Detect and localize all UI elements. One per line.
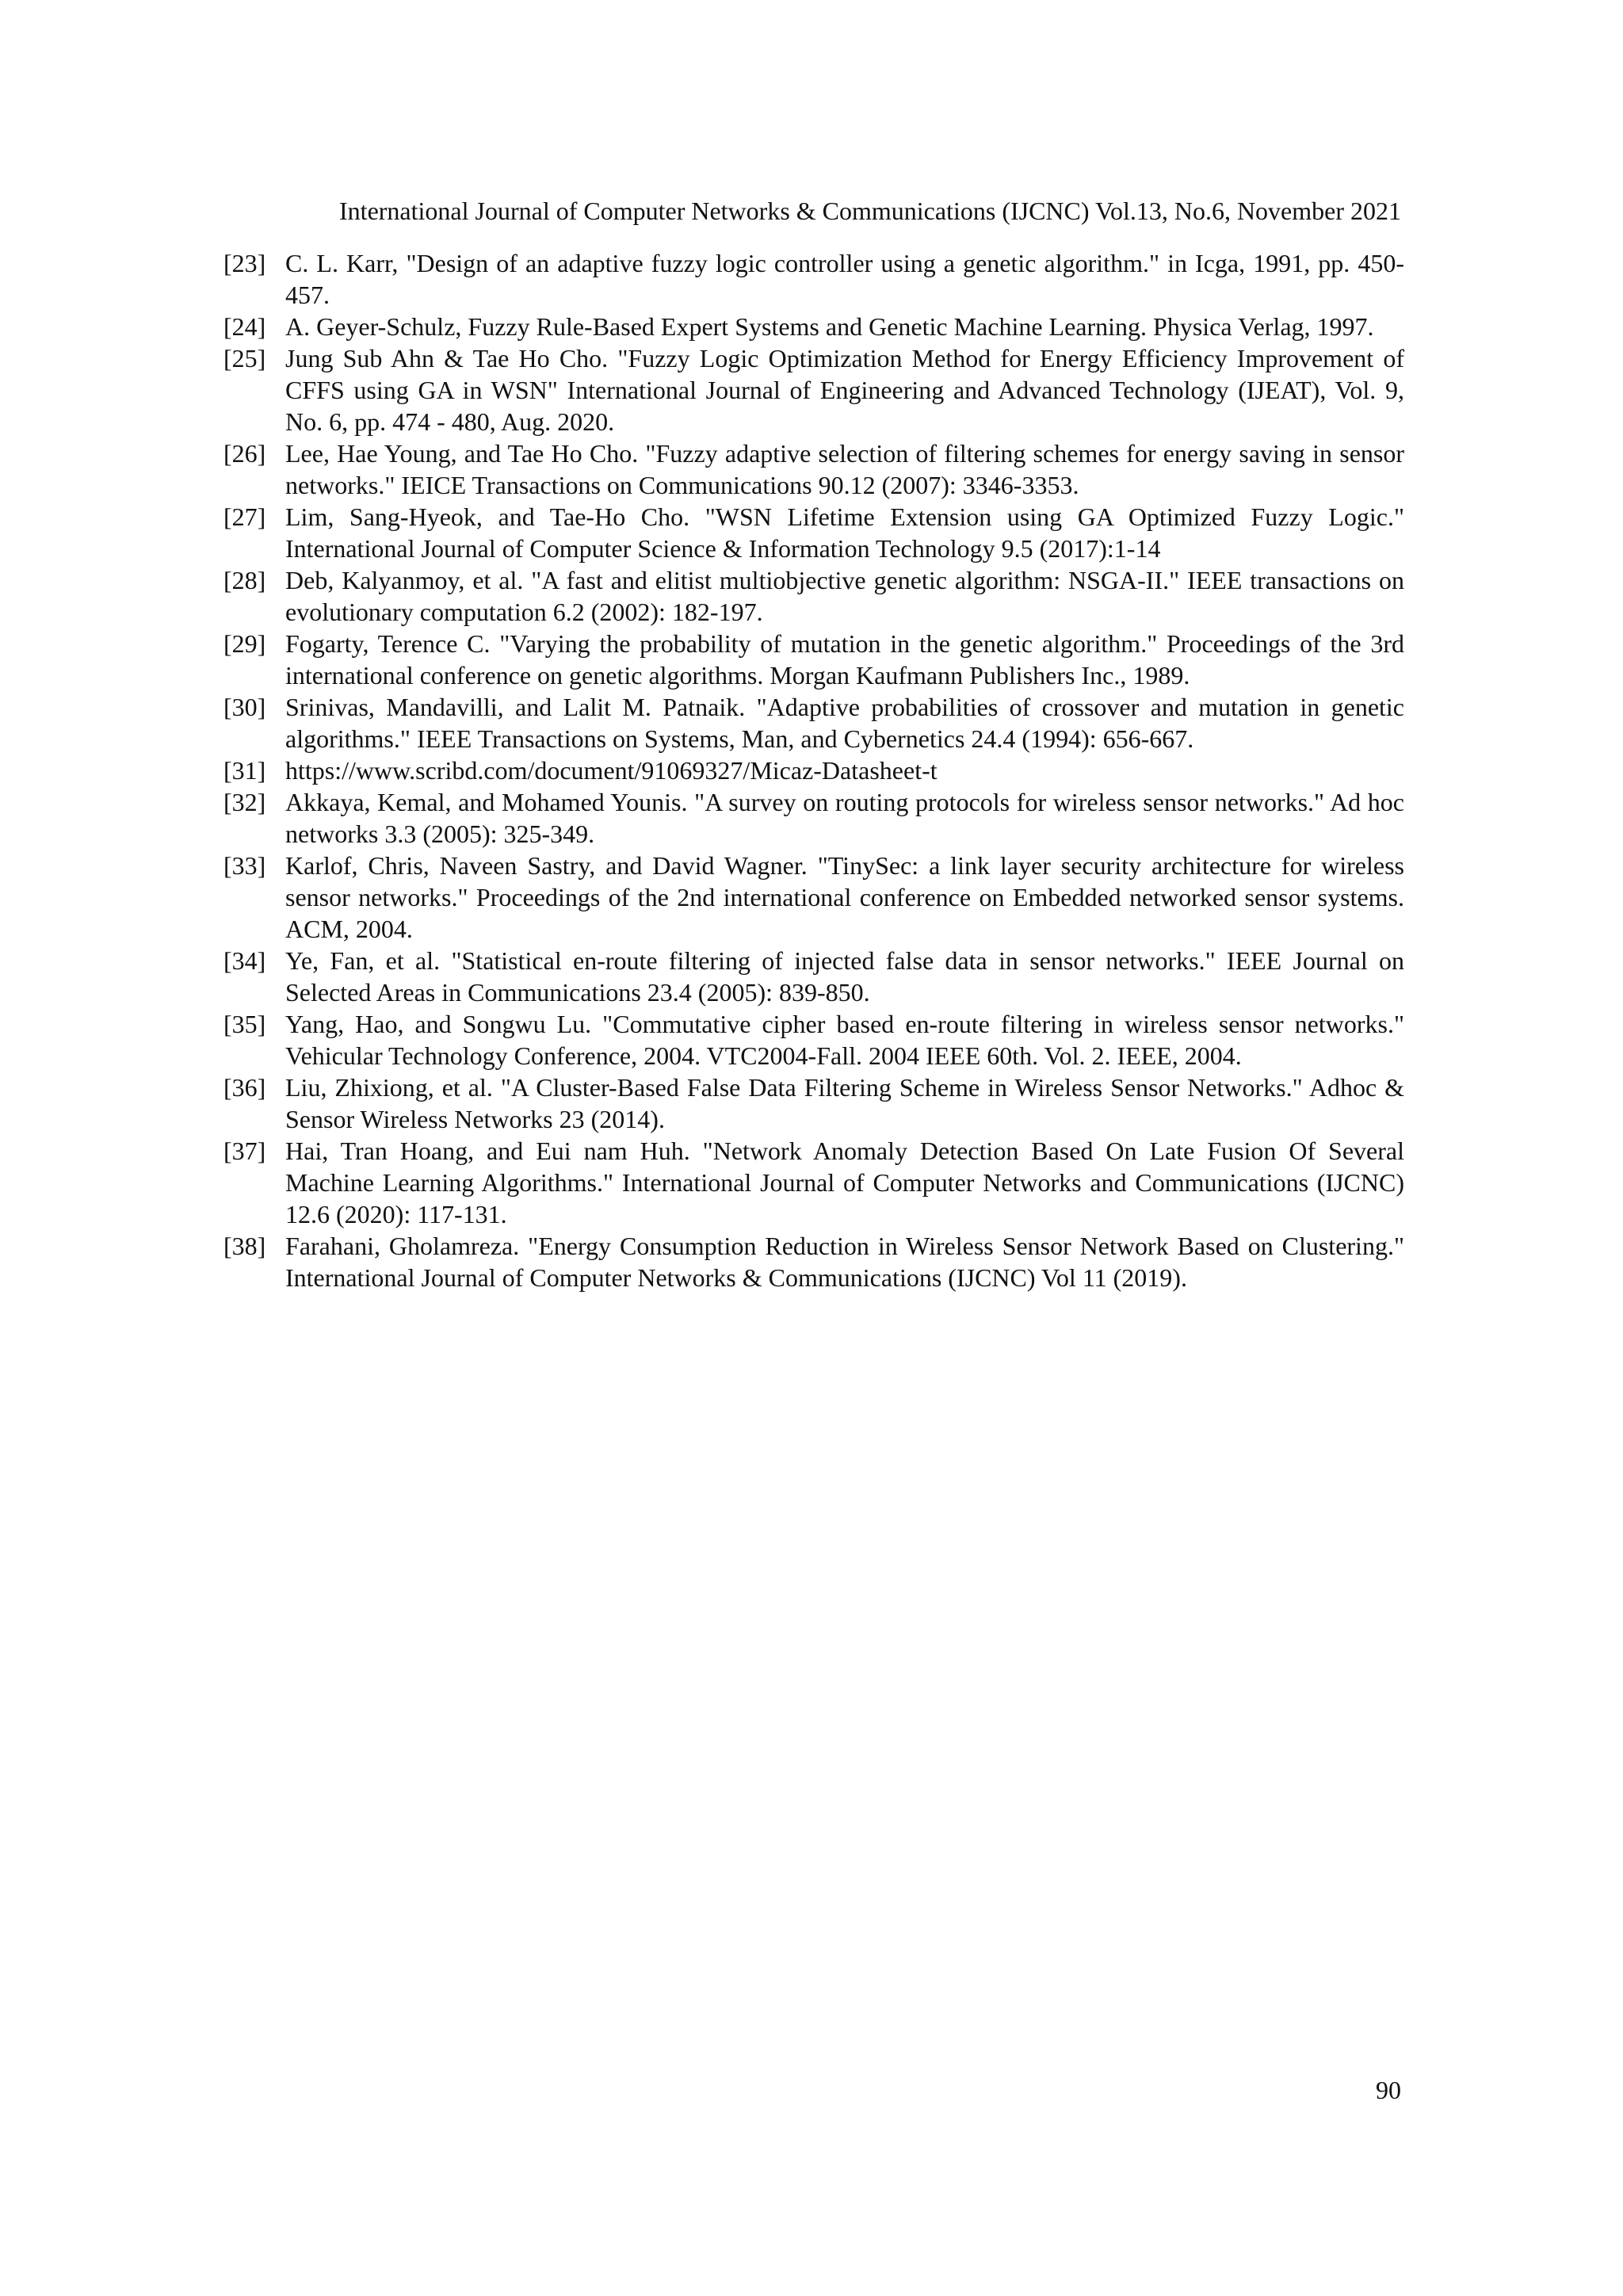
reference-text: Fogarty, Terence C. "Varying the probability of mutation in the genetic algorithm." Proceedings of the 3rd international conference on genetic algorithms. Morgan Kaufmann Publishers Inc., 1989. <box>285 629 1404 690</box>
reference-item <box>223 501 1404 564</box>
reference-item <box>223 945 1404 1008</box>
reference-number: [37] <box>223 1137 266 1165</box>
reference-number: [29] <box>223 629 266 658</box>
reference-text: Srinivas, Mandavilli, and Lalit M. Patnaik. "Adaptive probabilities of crossover and mutation in genetic algorithms." IEEE Transactions on Systems, Man, and Cybernetics 24.4 (1994): 656-667. <box>285 693 1404 753</box>
reference-text: A. Geyer-Schulz, Fuzzy Rule-Based Expert Systems and Genetic Machine Learning. Physica Verlag, 1997. <box>285 312 1374 341</box>
reference-item <box>223 437 1404 501</box>
reference-item <box>223 247 1404 311</box>
page-number: 90 <box>1376 2076 1401 2104</box>
reference-item <box>223 1008 1404 1072</box>
reference-text: Liu, Zhixiong, et al. "A Cluster-Based False Data Filtering Scheme in Wireless Sensor Networks." Adhoc & Sensor Wireless Networks 23 (2014). <box>285 1073 1404 1133</box>
reference-list <box>223 247 1404 1293</box>
reference-item <box>223 1135 1404 1230</box>
reference-text: Karlof, Chris, Naveen Sastry, and David Wagner. "TinySec: a link layer security architecture for wireless sensor networks." Proceedings of the 2nd international conference on Embedded networked sensor systems. ACM, 2004. <box>285 851 1404 943</box>
reference-text: Yang, Hao, and Songwu Lu. "Commutative cipher based en-route filtering in wireless sensor networks." Vehicular Technology Conference, 2004. VTC2004-Fall. 2004 IEEE 60th. Vol. 2. IEEE, 2004. <box>285 1010 1404 1070</box>
reference-number: [27] <box>223 502 266 531</box>
reference-item <box>223 755 1404 786</box>
reference-text: Hai, Tran Hoang, and Eui nam Huh. "Network Anomaly Detection Based On Late Fusion Of Several Machine Learning Algorithms." International Journal of Computer Networks and Communications (IJCNC) 12.6 (2020): 117-131. <box>285 1137 1404 1228</box>
reference-number: [23] <box>223 249 266 277</box>
reference-item <box>223 342 1404 437</box>
running-header: International Journal of Computer Networks & Communications (IJCNC) Vol.13, No.6, November 2021 <box>339 197 1401 225</box>
reference-item <box>223 1230 1404 1293</box>
reference-text: Lee, Hae Young, and Tae Ho Cho. "Fuzzy adaptive selection of filtering schemes for energy saving in sensor networks." IEICE Transactions on Communications 90.12 (2007): 3346-3353. <box>285 439 1404 499</box>
reference-item <box>223 628 1404 691</box>
reference-text: Deb, Kalyanmoy, et al. "A fast and elitist multiobjective genetic algorithm: NSGA-II." IEEE transactions on evolutionary computation 6.2 (2002): 182-197. <box>285 566 1404 626</box>
reference-number: [28] <box>223 566 266 594</box>
reference-text: Akkaya, Kemal, and Mohamed Younis. "A survey on routing protocols for wireless sensor networks." Ad hoc networks 3.3 (2005): 325-349. <box>285 788 1404 848</box>
reference-item <box>223 850 1404 945</box>
reference-text: Jung Sub Ahn & Tae Ho Cho. "Fuzzy Logic Optimization Method for Energy Efficiency Improvement of CFFS using GA in WSN" International Journal of Engineering and Advanced Technology (IJEAT), Vol. 9, No. 6, pp. 474 - 480, Aug. 2020. <box>285 344 1404 436</box>
reference-text: Farahani, Gholamreza. "Energy Consumption Reduction in Wireless Sensor Network Based on Clustering." International Journal of Computer Networks & Communications (IJCNC) Vol 11 (2019). <box>285 1232 1404 1292</box>
reference-number: [33] <box>223 851 266 880</box>
reference-number: [35] <box>223 1010 266 1038</box>
reference-number: [32] <box>223 788 266 816</box>
reference-number: [24] <box>223 312 266 341</box>
reference-text: Ye, Fan, et al. "Statistical en-route filtering of injected false data in sensor networks." IEEE Journal on Selected Areas in Communications 23.4 (2005): 839-850. <box>285 946 1404 1007</box>
reference-item <box>223 786 1404 850</box>
reference-item <box>223 311 1404 342</box>
reference-link[interactable]: https://www.scribd.com/document/91069327/Micaz-Datasheet-t <box>285 756 938 785</box>
reference-text: C. L. Karr, "Design of an adaptive fuzzy logic controller using a genetic algorithm." in Icga, 1991, pp. 450-457. <box>285 249 1404 309</box>
reference-number: [36] <box>223 1073 266 1102</box>
reference-item <box>223 564 1404 628</box>
reference-number: [30] <box>223 693 266 721</box>
reference-number: [31] <box>223 756 266 785</box>
reference-number: [25] <box>223 344 266 372</box>
reference-item <box>223 1072 1404 1135</box>
reference-number: [26] <box>223 439 266 468</box>
reference-number: [34] <box>223 946 266 975</box>
reference-text: Lim, Sang-Hyeok, and Tae-Ho Cho. "WSN Lifetime Extension using GA Optimized Fuzzy Logic." International Journal of Computer Science & Information Technology 9.5 (2017):1-14 <box>285 502 1404 563</box>
reference-number: [38] <box>223 1232 266 1260</box>
reference-item <box>223 691 1404 755</box>
